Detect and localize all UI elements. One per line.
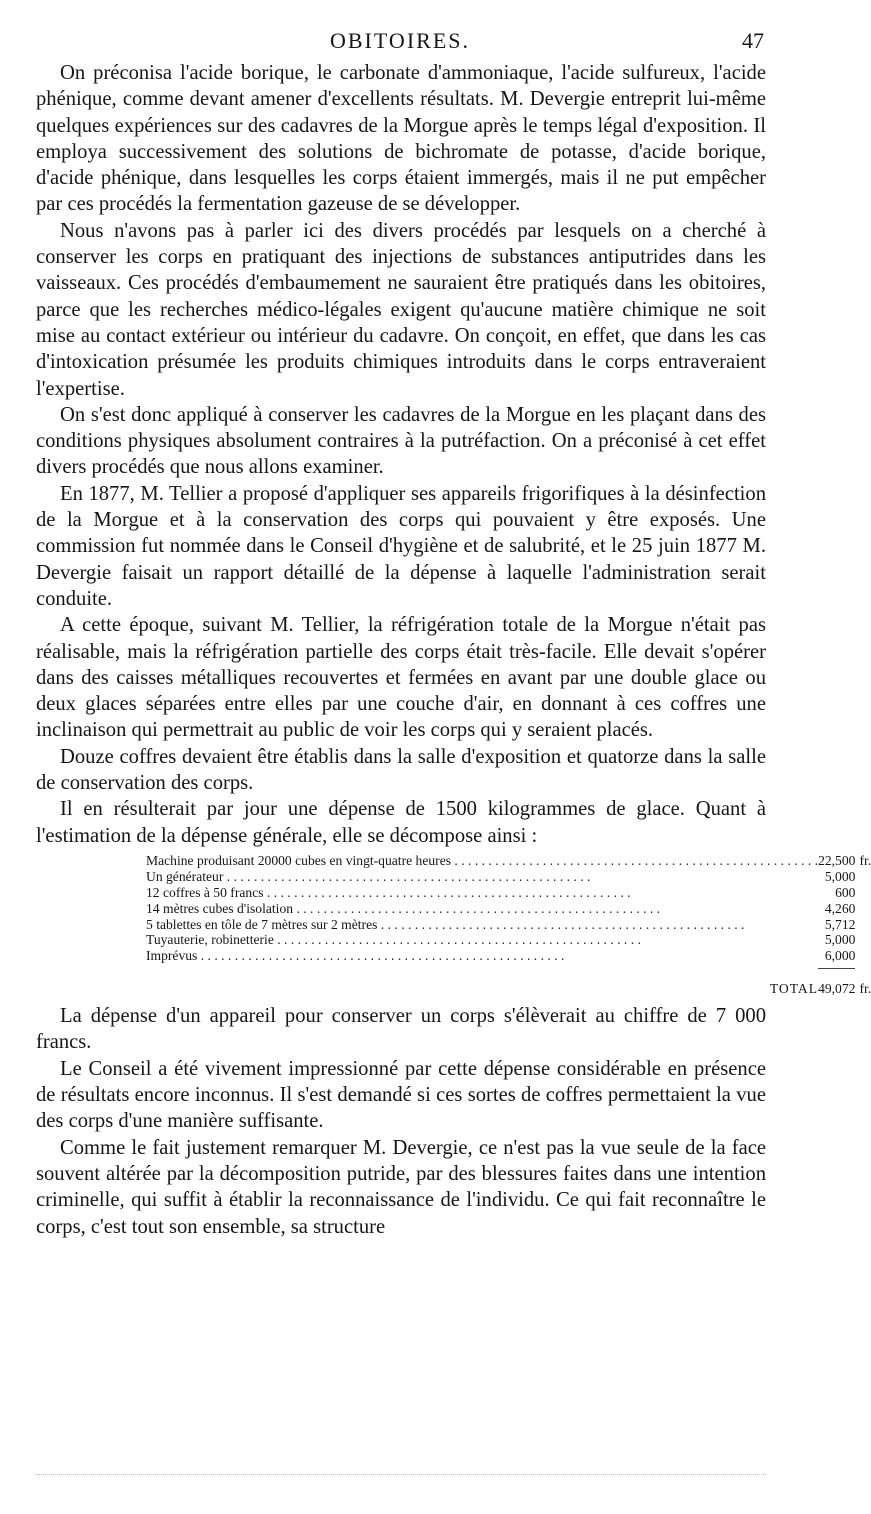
- cost-table: [146, 853, 871, 997]
- cost-unit: [855, 885, 871, 901]
- cost-value: 5,712: [824, 916, 856, 932]
- paragraph-2: Nous n'avons pas à parler ici des divers procédés par lesquels on a cherché à conserver les corps en pratiquant des injections de substances antiputrides dans les vaisseaux. Ces procédés d'embaumement ne sauraient être pratiqués dans les obitoires, parce que les recherches médico-légales exigent qu'aucune matière chimique ne soit mise au contact extérieur ou intérieur du cadavre. On conçoit, en effet, que dans les cas d'intoxication présumée les produits chimiques introduits dans le corps entraveraient l'expertise.: [36, 219, 766, 400]
- cost-row: [146, 917, 871, 933]
- paragraph-6: Douze coffres devaient être établis dans la salle d'exposition et quatorze dans la salle de conservation des corps.: [36, 745, 766, 795]
- cost-item: Machine produisant 20000 cubes en vingt-quatre heures . . .: [146, 853, 818, 869]
- cost-item: 14 mètres cubes d'isolation . . .: [146, 901, 818, 917]
- running-title: OBITOIRES.: [330, 28, 470, 53]
- cost-unit: [855, 917, 871, 933]
- page-header: [36, 24, 764, 60]
- cost-item: Imprévus . . .: [146, 948, 818, 964]
- cost-row: [146, 901, 871, 917]
- paragraph-3: On s'est donc appliqué à conserver les cadavres de la Morgue en les plaçant dans des conditions physiques absolument contraires à la putréfaction. On a préconisé à cet effet divers procédés que nous allons examiner.: [36, 403, 766, 479]
- paragraph-7: Il en résulterait par jour une dépense de 1500 kilogrammes de glace. Quant à l'estimation de la dépense générale, elle se décompose ainsi :: [36, 798, 766, 847]
- cost-unit: fr.: [859, 852, 871, 868]
- cost-unit: [855, 869, 871, 885]
- cost-value: 6,000: [824, 948, 856, 964]
- body-text: [36, 60, 871, 1240]
- cost-value: 22,500: [818, 852, 856, 868]
- cost-unit: [855, 901, 871, 917]
- cost-value: 600: [835, 884, 856, 900]
- cost-row: [146, 948, 871, 964]
- cost-unit: [855, 932, 871, 948]
- cost-value: 4,260: [824, 900, 856, 916]
- cost-row: [146, 853, 871, 869]
- cost-value: 5,000: [824, 868, 856, 884]
- paragraph-1: On préconisa l'acide borique, le carbonate d'ammoniaque, l'acide sulfureux, l'acide phénique, comme devant amener d'excellents résultats. M. Devergie entreprit lui-même quelques expériences sur des cadavres de la Morgue après le temps légal d'exposition. Il employa successivement des solutions de bichromate de potasse, d'acide borique, d'acide phénique, dans lesquelles les corps étaient immergés, mais il ne put empêcher par ces procédés la fermentation gazeuse de se développer.: [36, 62, 766, 216]
- cost-unit: [855, 948, 871, 964]
- cost-item: Un générateur . . .: [146, 869, 818, 885]
- cost-value: 5,000: [824, 932, 856, 948]
- paragraph-8: La dépense d'un appareil pour conserver un corps s'élèverait au chiffre de 7 000 francs.: [36, 1005, 766, 1054]
- paragraph-4: En 1877, M. Tellier a proposé d'appliquer ses appareils frigorifiques à la désinfection de la Morgue et à la conservation des corps qui pouvaient y être exposés. Une commission fut nommée dans le Conseil d'hygiène et de salubrité, et le 25 juin 1877 M. Devergie faisait un rapport détaillé de la dépense à laquelle l'administration serait conduite.: [36, 482, 766, 610]
- cost-total-unit: fr.: [859, 981, 871, 997]
- footer-divider: [36, 1474, 766, 1475]
- page-number: 47: [742, 28, 764, 53]
- cost-total-label: TOTAL: [769, 981, 819, 997]
- cost-table-wrapper: [36, 852, 871, 997]
- cost-total-value: 49,072: [818, 981, 856, 997]
- cost-item: Tuyauterie, robinetterie . . .: [146, 932, 818, 948]
- cost-row: [146, 869, 871, 885]
- cost-row: [146, 885, 871, 901]
- cost-row: [146, 932, 871, 948]
- cost-total-row: [146, 969, 871, 997]
- cost-item: 5 tablettes en tôle de 7 mètres sur 2 mètres . . .: [146, 917, 818, 933]
- cost-item: 12 coffres à 50 francs . . .: [146, 885, 818, 901]
- paragraph-10: Comme le fait justement remarquer M. Devergie, ce n'est pas la vue seule de la face souvent altérée par la décomposition putride, par des blessures faites dans une intention criminelle, qui suffit à établir la reconnaissance de l'individu. Ce qui fait reconnaître le corps, c'est tout son ensemble, sa structure: [36, 1136, 766, 1238]
- paragraph-5: A cette époque, suivant M. Tellier, la réfrigération totale de la Morgue n'était pas réalisable, mais la réfrigération partielle des corps était très-facile. Elle devait s'opérer dans des caisses métalliques recouvertes et fermées en avant par une double glace ou deux glaces séparées entre elles par une couche d'air, en donnant à ces coffres une inclinaison qui permettrait au public de voir les corps qui y seraient placés.: [36, 614, 766, 742]
- paragraph-9: Le Conseil a été vivement impressionné par cette dépense considérable en présence de résultats encore inconnus. Il s'est demandé si ces sortes de coffres permettaient la vue des corps d'une manière suffisante.: [36, 1057, 766, 1133]
